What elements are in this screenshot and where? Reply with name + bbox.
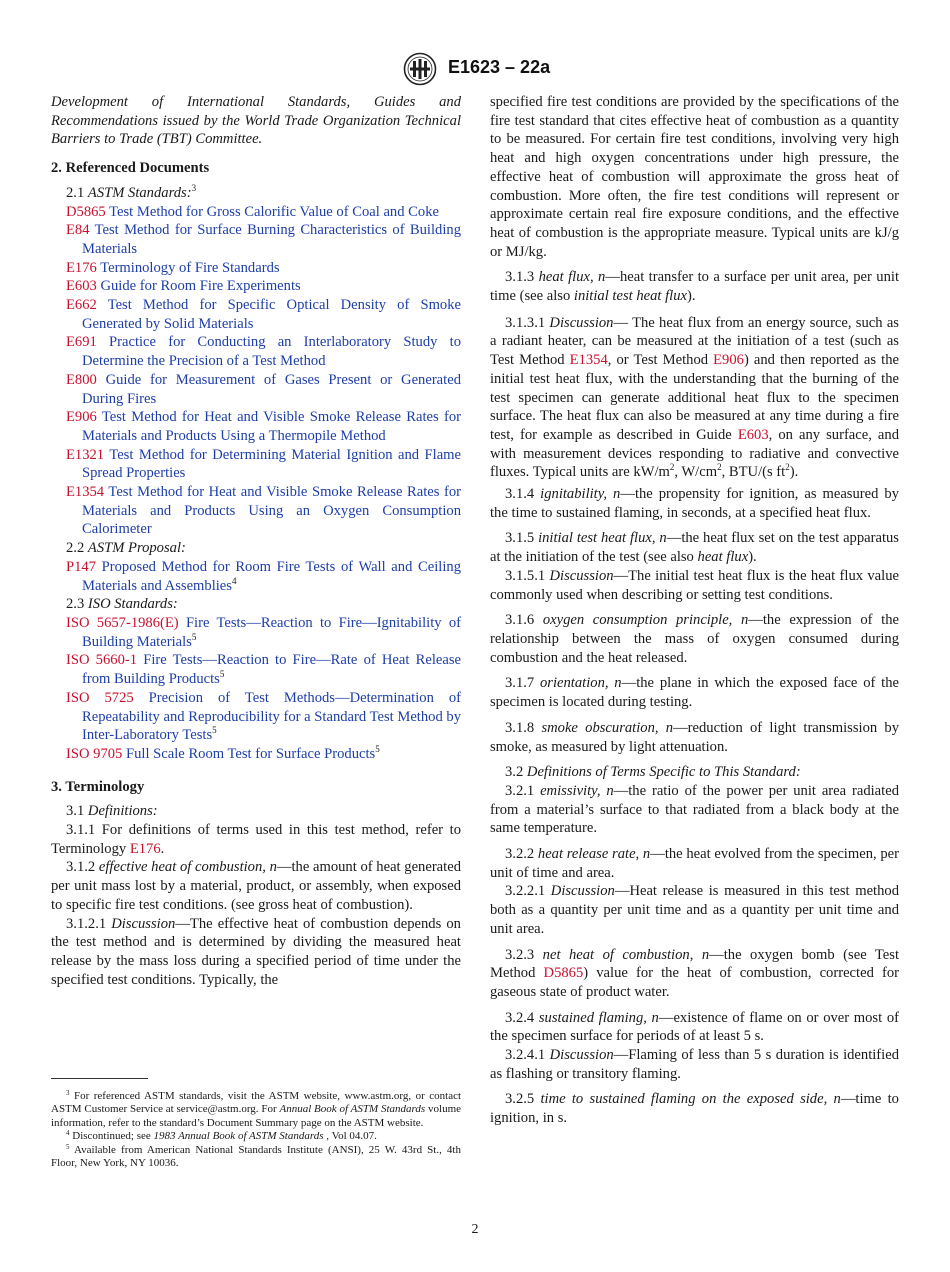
reference-code: E603 [66, 278, 97, 295]
left-column [51, 93, 461, 989]
reference-code: D5865 [66, 203, 106, 220]
reference-code: E1354 [66, 484, 105, 501]
footnote-3: $^3$ For referenced ASTM standards, visit the ASTM website, www.astm.org, or contact ASTM Customer Service at service@astm.org. For Annual Book of ASTM Standards volume information, refer to the standard’s Document Summary page on the ASTM website. [51, 1089, 462, 1129]
reference-item[interactable]: ISO 5657-1986(E) Fire Tests—Reaction to Fire—Ignitability of Building Materials$^5$ [66, 614, 461, 650]
astm-logo-icon [403, 52, 437, 86]
reference-item[interactable] [51, 483, 461, 539]
reference-code: E906 [66, 409, 97, 426]
definition-3-2-2: 3.2.2 heat release rate, n—the heat evolved from the specimen, per unit of time and area. [490, 846, 899, 881]
definition-3-1: 3.1 Definitions: [66, 803, 158, 820]
reference-title: Practice for Conducting an Interlaboratory Study to Determine the Precision of a Test Method [82, 334, 461, 370]
reference-code: P147 [66, 558, 97, 575]
subsection-2-1: 2.1 ASTM Standards:$^3$ [66, 182, 197, 201]
reference-item[interactable] [51, 221, 461, 258]
page-number: 2 [471, 1222, 479, 1237]
inline-link[interactable]: D5865 [543, 965, 584, 982]
inline-link[interactable]: E176 [129, 840, 161, 857]
reference-code: E176 [66, 259, 97, 276]
subsection-2-3: 2.3 ISO Standards: [66, 596, 178, 613]
reference-title: Fire Tests—Reaction to Fire—Rate of Heat Release from Building Products [82, 652, 461, 688]
reference-item[interactable]: P147 Proposed Method for Room Fire Tests of Wall and Ceiling Materials and Assemblies$^4$ [66, 558, 461, 594]
right-column [490, 93, 899, 1128]
reference-title: Full Scale Room Test for Surface Products [126, 745, 376, 762]
intro-paragraph: Development of International Standards, Guides and Recommendations issued by the World Trade Organization Technical Barriers to Trade (TBT) Committee. [51, 94, 461, 148]
inline-link[interactable]: E906 [713, 352, 744, 369]
reference-item[interactable] [51, 333, 461, 370]
definition-3-1-3: 3.1.3 heat flux, n—heat transfer to a surface per unit area, per unit time (see also initial test heat flux). [490, 269, 899, 305]
section-3-heading: 3. Terminology [51, 778, 145, 795]
reference-title: Guide for Measurement of Gases Present or Generated During Fires [82, 371, 461, 407]
reference-title: Test Method for Surface Burning Characteristics of Building Materials [82, 222, 461, 257]
astm-reference-list [51, 203, 461, 540]
reference-code: ISO 5657-1986(E) [66, 614, 179, 631]
definition-3-1-2: 3.1.2 effective heat of combustion, n—the amount of heat generated per unit mass lost by a material, product, or assembly, when exposed to specific fire test conditions. (see gross heat of combustion). [51, 859, 461, 913]
document-id: E1623 – 22a [448, 57, 551, 77]
reference-item[interactable] [51, 259, 461, 278]
reference-code: ISO 5725 [66, 689, 134, 706]
definition-3-1-5-1: 3.1.5.1 Discussion—The initial test heat flux is the heat flux value commonly used when describing or setting test conditions. [490, 567, 899, 603]
definition-3-1-8: 3.1.8 smoke obscuration, n—reduction of light transmission by smoke, as measured by light attenuation. [490, 719, 899, 755]
definition-3-1-2-1: 3.1.2.1 Discussion—The effective heat of combustion depends on the test method and is determined by dividing the measured heat release by the mass loss during a specified period of time under the specified test conditions. Typically, the [51, 915, 461, 988]
iso-reference-list [51, 614, 461, 764]
reference-code: ISO 9705 [66, 745, 123, 762]
reference-item[interactable]: ISO 5660-1 Fire Tests—Reaction to Fire—Rate of Heat Release from Building Products$^5$ [66, 652, 461, 688]
reference-title: Test Method for Determining Material Ignition and Flame Spread Properties [82, 446, 461, 482]
reference-title: Proposed Method for Room Fire Tests of Wall and Ceiling Materials and Assemblies [82, 558, 461, 594]
reference-item[interactable] [51, 277, 461, 296]
reference-code: E800 [66, 371, 97, 388]
definition-3-2-2-1: 3.2.2.1 Discussion—Heat release is measured in this test method both as a quantity per unit time and as a quantity per unit time and unit area. [490, 883, 900, 937]
reference-code: E1321 [66, 446, 105, 463]
reference-item[interactable] [51, 408, 461, 445]
definition-3-2-3: 3.2.3 net heat of combustion, n—the oxygen bomb (see Test Method D5865) value for the heat of combustion, corrected for gaseous state of product water. [490, 946, 899, 1000]
reference-code: E84 [66, 222, 90, 239]
reference-item[interactable] [51, 296, 461, 333]
reference-code: E662 [66, 297, 97, 314]
definition-3-1-1: 3.1.1 For definitions of terms used in this test method, refer to Terminology E176. [51, 822, 461, 857]
reference-title: Test Method for Specific Optical Density of Smoke Generated by Solid Materials [82, 297, 461, 332]
subsection-2-2: 2.2 ASTM Proposal: [66, 540, 186, 557]
section-2-heading: 2. Referenced Documents [51, 160, 210, 177]
page-header [0, 52, 950, 86]
reference-title: Fire Tests—Reaction to Fire—Ignitability of Building Materials [82, 614, 461, 650]
reference-code: E691 [66, 334, 97, 351]
footnote-4: $^4$ Discontinued; see 1983 Annual Book of ASTM Standards , Vol 04.07. [66, 1129, 377, 1143]
footnote-divider [51, 1078, 148, 1079]
reference-title: Test Method for Heat and Visible Smoke Release Rates for Materials and Products Using an Oxygen Consumption Calorimeter [82, 484, 461, 538]
continued-paragraph: specified fire test conditions are provided by the specifications of the fire test standard that cites effective heat of combustion as a quantity to be measured. For certain fire test conditions, involving very high heat and high oxygen concentrations under high pressure, the effective heat of combustion will approximate the gross heat of combustion. More often, the fire test conditions will represent or approximate certain real fire exposure conditions, and the effective heat of combustion is the appropriate measure. Typical units are kJ/g or MJ/kg. [490, 94, 899, 260]
reference-code: ISO 5660-1 [66, 652, 138, 669]
definition-3-2-1: 3.2.1 emissivity, n—the ratio of the power per unit area radiated from a material’s surface to that radiated from a black body at the same temperature. [490, 782, 899, 837]
reference-item[interactable] [51, 371, 461, 408]
reference-title: Test Method for Heat and Visible Smoke Release Rates for Materials and Products Using a Thermopile Method [82, 409, 461, 444]
reference-title: Test Method for Gross Calorific Value of Coal and Coke [109, 203, 439, 220]
definition-3-1-7: 3.1.7 orientation, n—the plane in which the exposed face of the specimen is located during testing. [490, 675, 899, 711]
definition-3-2-4-1: 3.2.4.1 Discussion—Flaming of less than 5 s duration is identified as flashing or transitory flaming. [490, 1047, 900, 1082]
inline-link[interactable]: E1354 [569, 352, 608, 369]
reference-item[interactable]: ISO 5725 Precision of Test Methods—Determination of Repeatability and Reproducibility for a Standard Test Method by Inter-Laboratory Tests$^5$ [66, 689, 462, 744]
inline-link[interactable]: E603 [737, 426, 769, 443]
definition-3-1-6: 3.1.6 oxygen consumption principle, n—the expression of the relationship between the mass of oxygen consumed during combustion and the heat released. [490, 612, 899, 666]
footnote-5: $^5$ Available from American National Standards Institute (ANSI), 25 W. 43rd St., 4th Floor, New York, NY 10036. [51, 1142, 461, 1170]
reference-title: Precision of Test Methods—Determination of Repeatability and Reproducibility for a Standard Test Method by Inter-Laboratory Tests [82, 689, 462, 744]
definition-3-1-5: 3.1.5 initial test heat flux, n—the heat flux set on the test apparatus at the initiation of the test (see also heat flux). [490, 530, 899, 566]
definition-3-1-4: 3.1.4 ignitability, n—the propensity for ignition, as measured by the time to sustained flaming, in seconds, at a specified heat flux. [490, 486, 899, 521]
reference-item[interactable]: ISO 9705 Full Scale Room Test for Surface Products$^5$ [66, 743, 380, 762]
reference-title: Guide for Room Fire Experiments [100, 278, 301, 295]
definition-3-1-3-1: 3.1.3.1 Discussion— The heat flux from an energy source, such as a radiant heater, can be measured at the initiation of a test (such as Test Method E1354, or Test Method E906) and then reported as the initial test heat flux, with the understanding that the burning of the test specimen can generate additional heat flux to the specimen surface. The heat flux can also be measured at any time during a fire test, for example as described in Guide E603, on any surface, and with measurement devices responding to radiative and convective fluxes. Typical units are $kW/m^2$, $W/cm^2$, BTU/(s $ft^2$). [490, 314, 900, 481]
definition-3-2-5: 3.2.5 time to sustained flaming on the exposed side, n—time to ignition, in s. [490, 1091, 899, 1127]
definition-3-2: 3.2 Definitions of Terms Specific to This Standard: [505, 764, 801, 781]
footnotes [51, 1078, 461, 1170]
definition-3-2-4: 3.2.4 sustained flaming, n—existence of flame on or over most of the specimen surface for periods of at least 5 s. [490, 1009, 899, 1045]
reference-item[interactable] [51, 203, 461, 222]
reference-item[interactable] [51, 446, 461, 483]
reference-title: Terminology of Fire Standards [100, 259, 280, 276]
